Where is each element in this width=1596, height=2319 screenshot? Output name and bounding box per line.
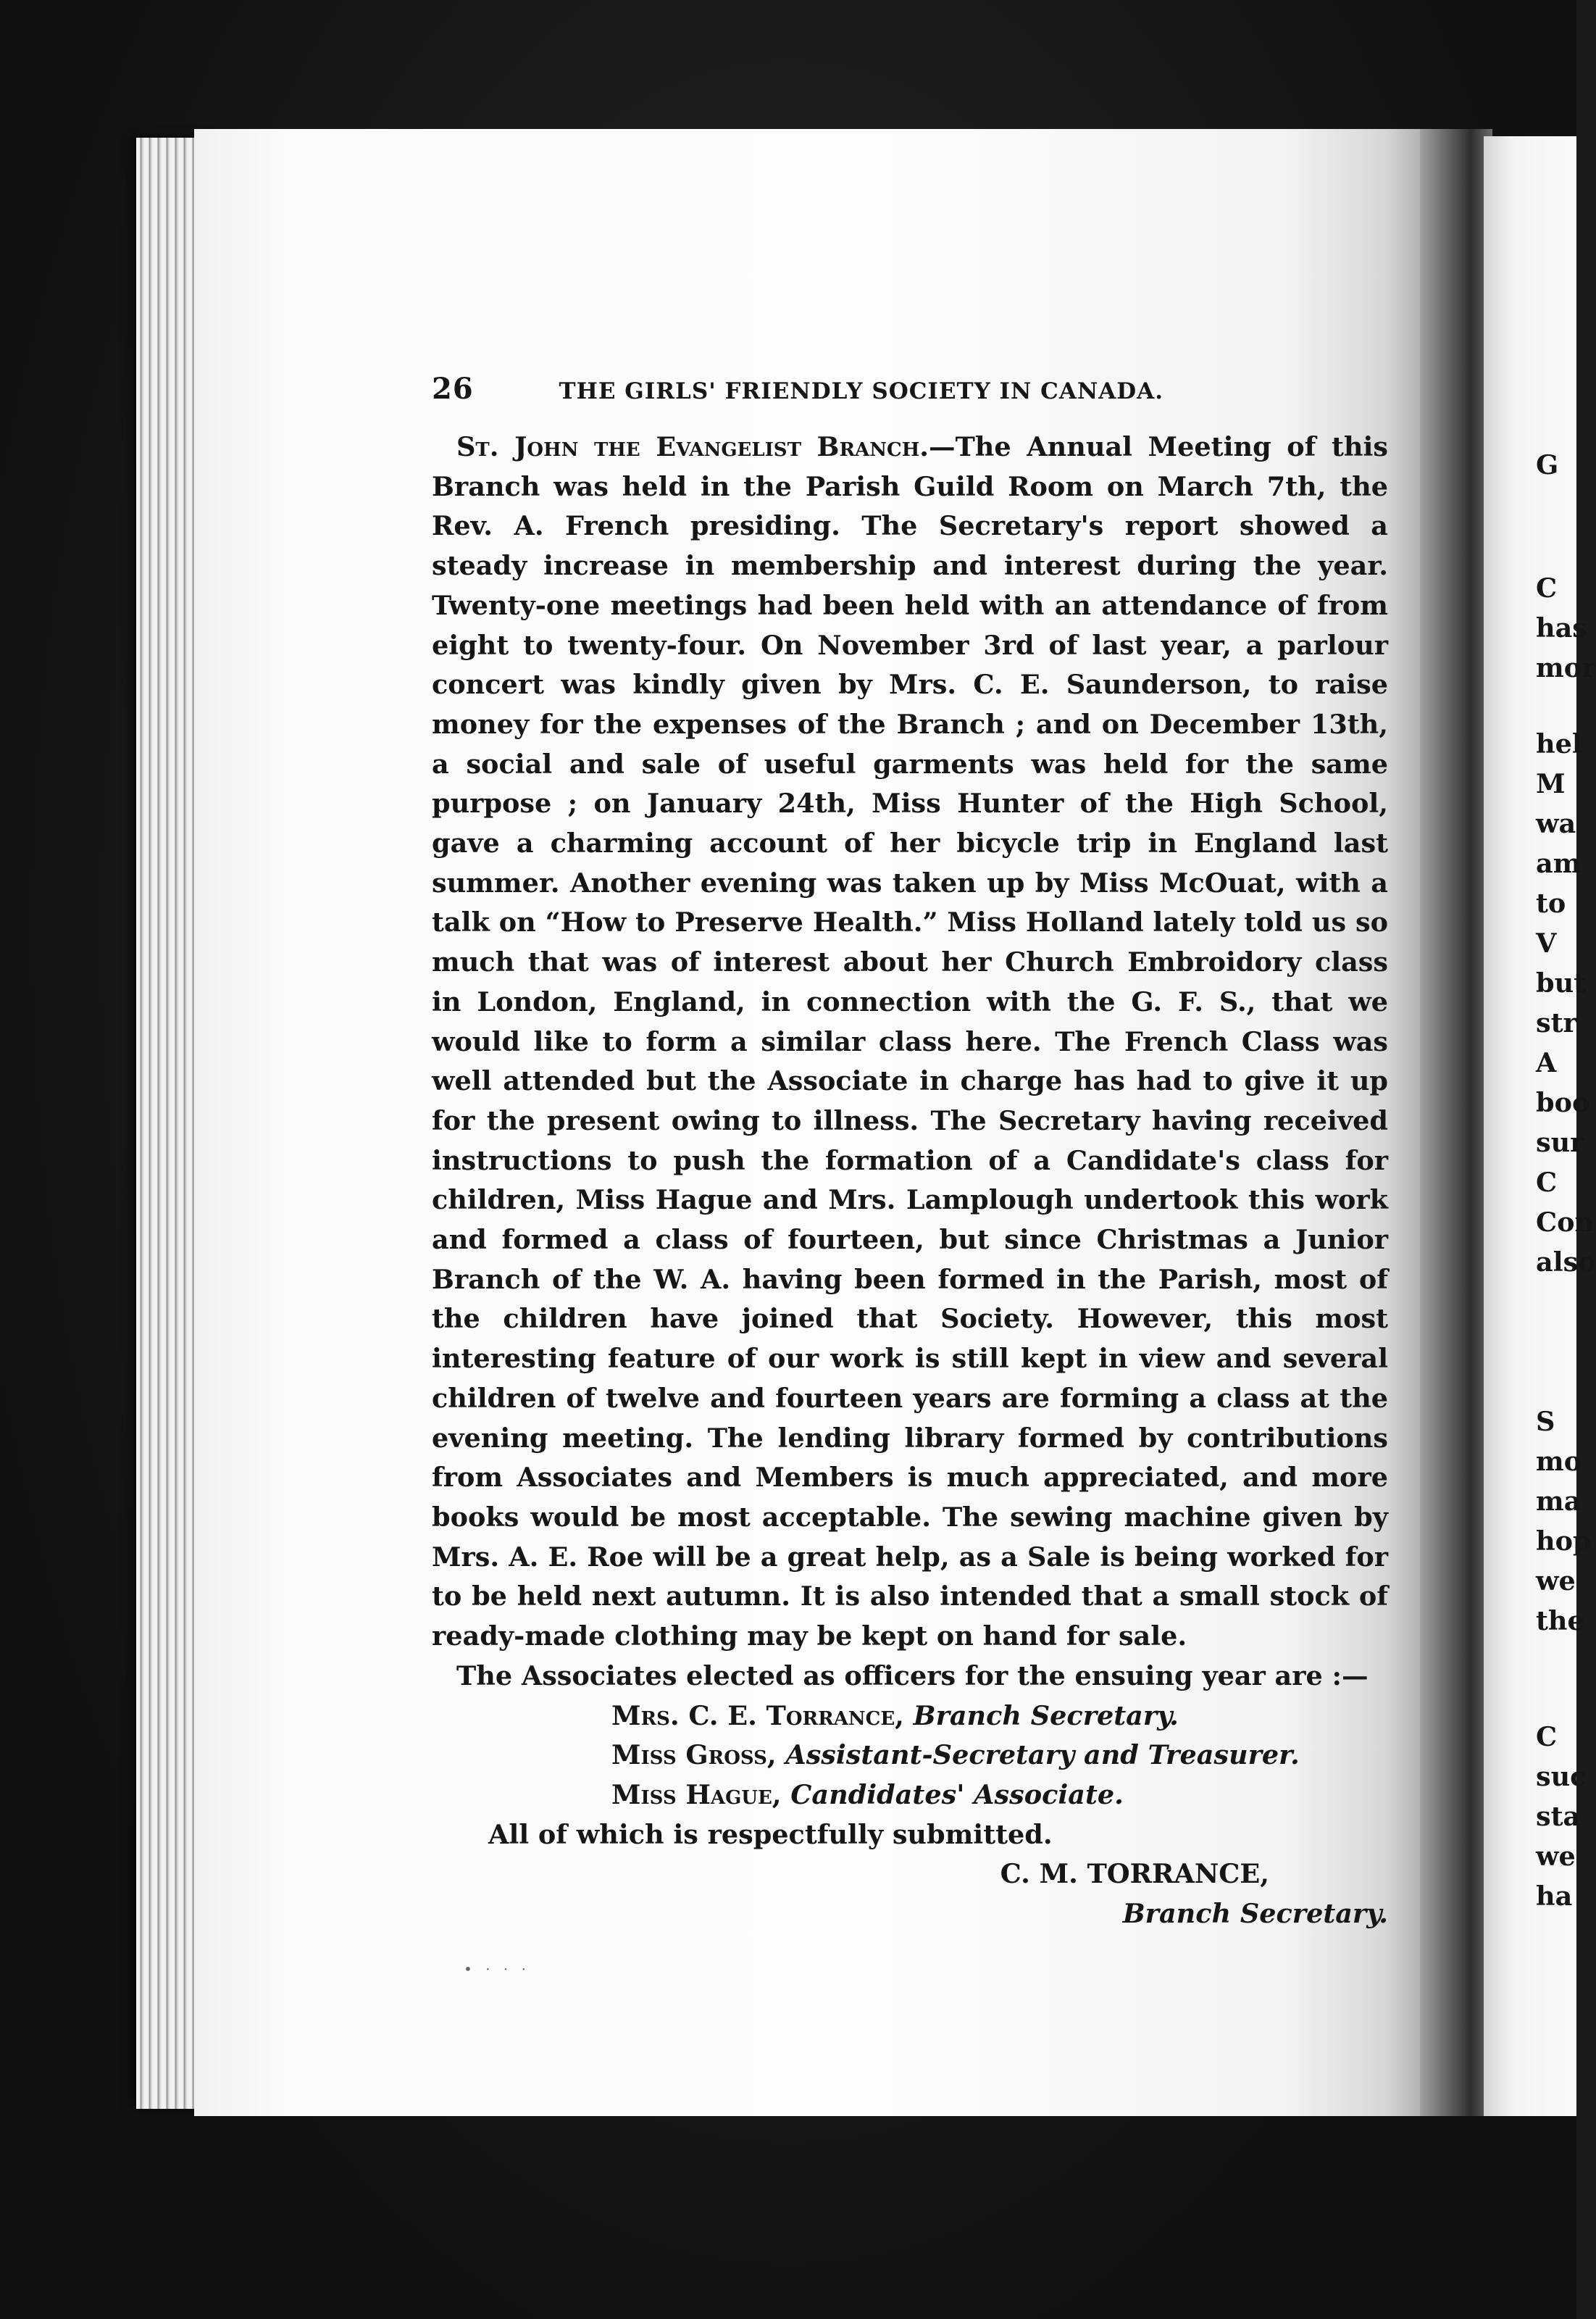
facing-page-fragment: ma bbox=[1536, 1486, 1582, 1517]
officer-role: Candidates' Associate. bbox=[790, 1778, 1124, 1810]
officer-entry bbox=[611, 1775, 1388, 1815]
officer-name: Miss Hague, bbox=[611, 1778, 782, 1810]
facing-page-fragment: sta bbox=[1536, 1801, 1581, 1832]
ink-specks: • · · · bbox=[464, 1960, 530, 1978]
facing-page-fragment: has bbox=[1536, 612, 1587, 644]
facing-page-fragment: the bbox=[1536, 1605, 1584, 1636]
signature-name: C. M. TORRANCE, bbox=[1000, 1858, 1269, 1890]
facing-page-fragment: mor bbox=[1536, 652, 1596, 683]
officer-entry bbox=[611, 1736, 1388, 1775]
facing-page-fragment: hel bbox=[1536, 728, 1582, 759]
facing-page-fragment: boo bbox=[1536, 1087, 1590, 1118]
facing-page-fragment: hop bbox=[1536, 1525, 1592, 1557]
officer-name: Mrs. C. E. Torrance, bbox=[611, 1699, 904, 1731]
facing-page-fragment: C bbox=[1536, 1167, 1558, 1198]
closing-line: All of which is respectfully submitted. bbox=[488, 1818, 1053, 1850]
running-title: THE GIRLS' FRIENDLY SOCIETY IN CANADA. bbox=[559, 378, 1163, 404]
book-gutter bbox=[1420, 129, 1492, 2116]
signature-title: Branch Secretary. bbox=[1122, 1898, 1388, 1930]
facing-page-fragment: sur bbox=[1536, 1127, 1584, 1158]
facing-page-fragment: to bbox=[1536, 888, 1566, 919]
running-header bbox=[432, 370, 1388, 428]
facing-page-fragment: A bbox=[1536, 1047, 1557, 1078]
officer-role: Assistant-Secretary and Treasurer. bbox=[785, 1739, 1300, 1771]
facing-page-fragment: G bbox=[1536, 449, 1559, 480]
report-paragraph bbox=[432, 428, 1388, 1657]
page-content bbox=[432, 370, 1388, 1934]
facing-page-fragment: also bbox=[1536, 1246, 1596, 1278]
facing-page-fragment: S bbox=[1536, 1406, 1555, 1437]
facing-page-fragment: am bbox=[1536, 848, 1582, 879]
report-body: —The Annual Meeting of this Branch was held in the Parish Guild Room on March 7th, the Rev. A. French presiding. The Secretary's report showed a steady increase in membership and interest during the year. Twenty-one meetings had been held with an attendance of from eight to twenty-four. On November 3rd of last year, a parlour concert was kindly given by Mrs. C. E. Saunderson, to raise money for the expenses of the Branch ; and on December 13th, a social and sale of useful garments was held for the same purpose ; on January 24th, Miss Hunter of the High School, gave a charming account of her bicycle trip in England last summer. Another evening was taken up by Miss McOuat, with a talk on “How to Preserve Health.” Miss Holland lately told us so much that was of interest about her Church Embroidory class in London, England, in connection with the G. F. S., that we would like to form a similar class here. The French Class was well attended but the Associate in charge has had to give it up for the present owing to illness. The Secretary having received instructions to push the formation of a Candidate's class for children, Miss Hague and Mrs. Lamplough undertook this work and formed a class of fourteen, but since Christmas a Junior Branch of the W. A. having been formed in the Parish, most of the children have joined that Society. However, this most interesting feature of our work is still kept in view and several children of twelve and fourteen years are forming a class at the evening meeting. The lending library formed by contributions from Associates and Members is much appreciated, and more books would be most acceptable. The sewing machine given by Mrs. A. E. Roe will be a great help, as a Sale is being worked for to be held next autumn. It is also intended that a small stock of ready-made clothing may be kept on hand for sale. bbox=[432, 431, 1388, 1652]
page-number: 26 bbox=[432, 372, 474, 406]
facing-page-fragment: str bbox=[1536, 1007, 1577, 1038]
facing-page-fragment: mo bbox=[1536, 1446, 1582, 1477]
officer-role: Branch Secretary. bbox=[913, 1699, 1179, 1731]
officer-entry bbox=[611, 1696, 1388, 1736]
facing-page-fragment: C bbox=[1536, 1721, 1558, 1752]
facing-page-fragment: but bbox=[1536, 967, 1587, 999]
branch-heading: St. John the Evangelist Branch. bbox=[456, 431, 929, 462]
facing-page-fragment: we bbox=[1536, 1565, 1576, 1596]
officer-name: Miss Gross, bbox=[611, 1739, 777, 1771]
officers-list bbox=[611, 1696, 1388, 1815]
facing-page-fragment: suc bbox=[1536, 1761, 1587, 1792]
facing-page-fragment: we bbox=[1536, 1841, 1576, 1872]
facing-page-fragment: M bbox=[1536, 768, 1566, 799]
facing-page-text bbox=[1536, 449, 1596, 1928]
facing-page-fragment: wa bbox=[1536, 808, 1576, 839]
facing-page-fragment: Con bbox=[1536, 1207, 1595, 1238]
officers-intro: The Associates elected as officers for the ensuing year are :— bbox=[456, 1660, 1369, 1691]
facing-page-fragment: V bbox=[1536, 928, 1557, 959]
facing-page-fragment: C bbox=[1536, 573, 1558, 604]
facing-page-fragment: ha bbox=[1536, 1881, 1573, 1912]
